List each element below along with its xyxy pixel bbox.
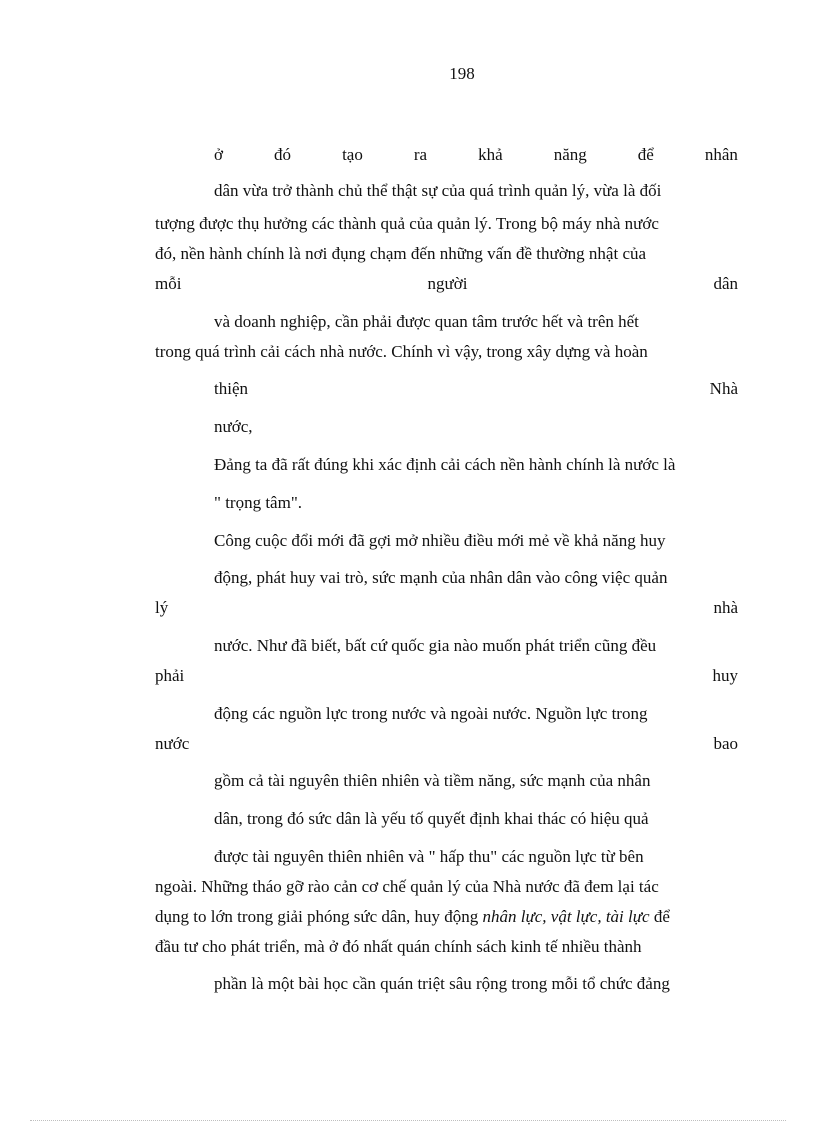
word: nước [155, 734, 190, 753]
text-line-1 [214, 144, 738, 166]
footer-divider [30, 1120, 786, 1121]
word: thiện [214, 379, 248, 398]
text-line-19: gồm cả tài nguyên thiên nhiên và tiềm năng, sức mạnh của nhân [214, 771, 651, 790]
text-line-13: động, phát huy vai trò, sức mạnh của nhân dân vào công việc quản [214, 568, 668, 587]
text-line-18 [155, 733, 738, 755]
text-line-20: dân, trong đó sức dân là yếu tố quyết định khai thác có hiệu quả [214, 809, 649, 828]
text-line-14 [155, 597, 738, 619]
text-run: để [649, 907, 670, 926]
word: đó [274, 145, 292, 164]
word: bao [713, 734, 738, 753]
word: nhân [704, 145, 738, 164]
word: người [427, 274, 468, 293]
text-line-6: và doanh nghiệp, cần phải được quan tâm trước hết và trên hết [214, 312, 639, 331]
text-line-22: ngoài. Những tháo gỡ rào cản cơ chế quản lý của Nhà nước đã đem lại tác [155, 877, 659, 896]
word: huy [712, 666, 738, 685]
text-line-4: đó, nền hành chính là nơi đụng chạm đến những vấn đề thường nhật của [155, 244, 647, 263]
word: ra [413, 145, 428, 164]
text-line-7: trong quá trình cải cách nhà nước. Chính vì vậy, trong xây dựng và hoàn [155, 342, 648, 361]
text-line-23 [155, 906, 670, 928]
text-line-17: động các nguồn lực trong nước và ngoài nước. Nguồn lực trong [214, 704, 648, 723]
page-number: 198 [449, 64, 475, 83]
word: mỗi [155, 274, 182, 293]
word: khả [478, 145, 503, 164]
text-line-9: nước, [214, 417, 253, 436]
text-line-3: tượng được thụ hưởng các thành quả của quản lý. Trong bộ máy nhà nước [155, 214, 659, 233]
word: tạo [342, 145, 363, 164]
text-line-11: " trọng tâm". [214, 493, 303, 512]
text-line-5 [155, 273, 738, 295]
text-line-24: đầu tư cho phát triển, mà ở đó nhất quán chính sách kinh tế nhiều thành [155, 937, 642, 956]
word: ở [214, 145, 223, 164]
word: để [637, 145, 654, 164]
word: nhà [713, 598, 738, 617]
word: dân [713, 274, 738, 293]
text-line-2: dân vừa trở thành chủ thể thật sự của quá trình quản lý, vừa là đối [214, 181, 662, 200]
word: Nhà [709, 379, 738, 398]
text-line-21: được tài nguyên thiên nhiên và " hấp thu" các nguồn lực từ bên [214, 847, 644, 866]
text-line-10: Đảng ta đã rất đúng khi xác định cải cách nền hành chính là nước là [214, 455, 676, 474]
word: phải [155, 666, 185, 685]
italic-emphasis: nhân lực, vật lực, tài lực [482, 907, 650, 926]
text-line-12: Công cuộc đổi mới đã gợi mở nhiều điều mới mẻ về khả năng huy [214, 531, 666, 550]
text-line-15: nước. Như đã biết, bất cứ quốc gia nào muốn phát triển cũng đều [214, 636, 657, 655]
word: lý [155, 598, 169, 617]
text-line-16 [155, 665, 738, 687]
word: năng [553, 145, 587, 164]
text-run: dụng to lớn trong giải phóng sức dân, huy động [155, 907, 483, 926]
text-line-8 [214, 378, 738, 400]
text-line-25: phần là một bài học cần quán triệt sâu rộng trong mỗi tổ chức đảng [214, 974, 670, 993]
